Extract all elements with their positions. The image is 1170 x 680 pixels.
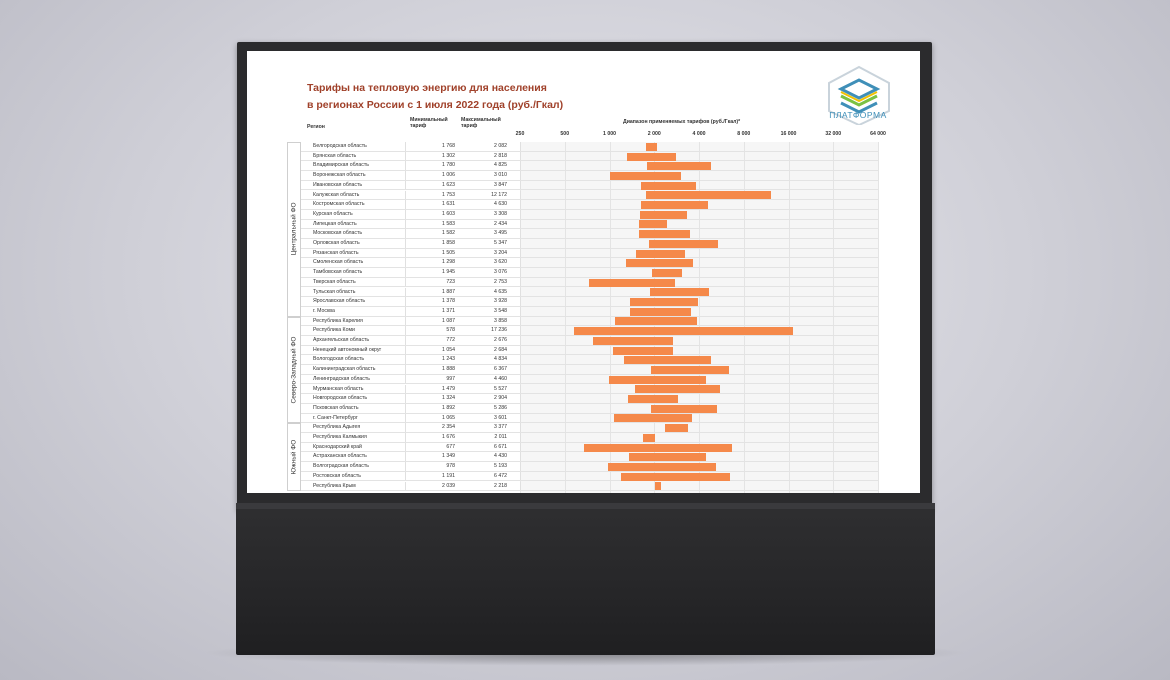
- tariff-range-bar: [627, 153, 677, 161]
- column-header-max: [461, 117, 501, 129]
- tariff-range-bar: [609, 376, 706, 384]
- max-tariff: 3 548: [494, 307, 507, 314]
- cell-divider: [520, 307, 521, 316]
- table-row: [301, 365, 878, 375]
- tariff-range-bar: [626, 259, 692, 267]
- table-row: [301, 142, 878, 152]
- chart-title-line-1: Тарифы на тепловую энергию для населения: [307, 82, 547, 94]
- region-name: Тамбовская область: [313, 269, 363, 276]
- min-tariff: 997: [446, 375, 455, 382]
- max-tariff: 2 684: [494, 346, 507, 353]
- tariff-range-bar: [635, 385, 720, 393]
- cell-divider: [520, 200, 521, 209]
- table-row: [301, 404, 878, 414]
- min-tariff: 1 603: [442, 210, 455, 217]
- cell-divider: [405, 433, 406, 442]
- max-tariff: 5 527: [494, 385, 507, 392]
- max-tariff: 2 753: [494, 278, 507, 285]
- cell-divider: [520, 297, 521, 306]
- cell-divider: [405, 365, 406, 374]
- region-name: Ивановская область: [313, 181, 363, 188]
- column-header-max-line-2: тариф: [461, 123, 478, 129]
- x-tick-label: 16 000: [780, 131, 797, 137]
- cell-divider: [405, 152, 406, 161]
- x-tick-label: 2 000: [647, 131, 661, 137]
- tariff-range-bar: [641, 201, 708, 209]
- max-tariff: 2 011: [494, 434, 507, 440]
- min-tariff: 772: [446, 337, 455, 343]
- chart-title: [307, 80, 707, 114]
- max-tariff: 3 010: [494, 172, 507, 179]
- cell-divider: [405, 423, 406, 432]
- min-tariff: 1 054: [442, 346, 455, 353]
- cell-divider: [405, 336, 406, 345]
- district-name: Южный ФО: [290, 439, 298, 475]
- min-tariff: 1 065: [442, 414, 455, 421]
- max-tariff: 6 367: [494, 366, 507, 373]
- region-name: Смоленская область: [313, 259, 364, 266]
- cell-divider: [405, 394, 406, 403]
- min-tariff: 1 945: [442, 269, 455, 276]
- cell-divider: [520, 346, 521, 355]
- x-tick-label: 1 000: [603, 131, 616, 137]
- max-tariff: 2 082: [494, 143, 507, 149]
- tariff-range-bar: [628, 395, 679, 403]
- table-row: [301, 258, 878, 268]
- min-tariff: 1 006: [442, 172, 455, 179]
- logo-text: ПЛАТФОРМА: [829, 110, 887, 120]
- min-tariff: 1 349: [442, 453, 455, 460]
- tariff-range-bar: [610, 172, 681, 180]
- poster-sheet: [247, 51, 920, 493]
- tariff-range-bar: [665, 424, 688, 432]
- min-tariff: 2 039: [442, 482, 455, 489]
- table-row: [301, 452, 878, 462]
- tariff-range-bar: [608, 463, 716, 471]
- region-name: Курская область: [313, 210, 353, 217]
- cell-divider: [405, 482, 406, 491]
- cell-divider: [405, 278, 406, 287]
- max-tariff: 3 076: [494, 269, 507, 276]
- max-tariff: 3 858: [494, 317, 507, 324]
- max-tariff: 4 430: [494, 453, 507, 460]
- max-tariff: 5 347: [494, 240, 507, 246]
- cell-divider: [520, 210, 521, 219]
- cell-divider: [405, 249, 406, 258]
- cell-divider: [405, 375, 406, 384]
- district-name: Центральный ФО: [290, 202, 298, 256]
- cell-divider: [405, 404, 406, 413]
- max-tariff: 17 236: [491, 327, 507, 334]
- cell-divider: [520, 239, 521, 248]
- max-tariff: 6 671: [494, 443, 507, 450]
- tariff-range-bar: [643, 434, 655, 442]
- min-tariff: 1 324: [442, 395, 455, 402]
- tariff-range-bar: [651, 405, 717, 413]
- cell-divider: [520, 404, 521, 413]
- table-row: [301, 317, 878, 327]
- region-name: Архангельская область: [313, 337, 370, 343]
- cell-divider: [405, 181, 406, 190]
- table-row: [301, 355, 878, 365]
- cell-divider: [520, 220, 521, 229]
- min-tariff: 1 583: [442, 220, 455, 227]
- cell-divider: [520, 385, 521, 394]
- min-tariff: 1 780: [442, 162, 455, 169]
- cell-divider: [520, 443, 521, 452]
- region-name: Ненецкий автономный округ: [313, 346, 382, 353]
- table-row: [301, 191, 878, 201]
- region-name: Мурманская область: [313, 385, 364, 392]
- table-row: [301, 229, 878, 239]
- tariff-range-bar: [650, 288, 708, 296]
- max-tariff: 3 308: [494, 210, 507, 217]
- table-row: [301, 346, 878, 356]
- min-tariff: 677: [446, 443, 455, 450]
- min-tariff: 1 768: [442, 143, 455, 149]
- min-tariff: 1 631: [442, 201, 455, 208]
- tariff-range-bar: [651, 366, 729, 374]
- tariff-range-bar: [655, 482, 660, 490]
- table-row: [301, 423, 878, 433]
- cell-divider: [520, 414, 521, 423]
- min-tariff: 2 354: [442, 424, 455, 431]
- x-tick-label: 64 000: [870, 131, 886, 137]
- min-tariff: 1 371: [442, 307, 455, 314]
- table-row: [301, 210, 878, 220]
- table-row: [301, 336, 878, 346]
- x-tick-label: 250: [515, 131, 525, 137]
- district-group-label: [287, 317, 301, 424]
- region-name: Волгоградская область: [313, 463, 369, 470]
- tariff-range-bar: [649, 240, 717, 248]
- tariff-range-bar: [615, 317, 697, 325]
- tariff-range-bar: [613, 347, 673, 355]
- min-tariff: 1 888: [442, 366, 455, 373]
- tariff-range-bar: [624, 356, 712, 364]
- x-axis-label: Диапазон применяемых тарифов (руб./Гкал)*: [623, 119, 741, 125]
- tariff-range-bar: [640, 211, 687, 219]
- tariff-range-bar: [639, 230, 690, 238]
- cell-divider: [520, 152, 521, 161]
- region-name: Тульская область: [313, 288, 356, 295]
- min-tariff: 1 378: [442, 298, 455, 305]
- cell-divider: [405, 472, 406, 481]
- cell-divider: [405, 268, 406, 277]
- table-row: [301, 152, 878, 162]
- max-tariff: 3 847: [494, 181, 507, 188]
- cell-divider: [520, 142, 521, 151]
- region-name: Калининградская область: [313, 366, 376, 373]
- cell-divider: [405, 414, 406, 423]
- min-tariff: 1 243: [442, 356, 455, 363]
- min-tariff: 1 887: [442, 288, 455, 295]
- region-name: Краснодарский край: [313, 443, 362, 450]
- max-tariff: 3 620: [494, 259, 507, 266]
- tariff-range-bar: [589, 279, 675, 287]
- tariff-range-bar: [629, 453, 706, 461]
- cell-divider: [405, 355, 406, 364]
- cell-divider: [405, 307, 406, 316]
- region-name: г. Москва: [313, 307, 335, 314]
- district-name: Северо-Западный ФО: [290, 336, 298, 404]
- max-tariff: 3 495: [494, 230, 507, 237]
- x-tick-label: 4 000: [692, 131, 706, 137]
- column-header-max-line-1: Максимальный: [461, 117, 501, 123]
- table-row: [301, 472, 878, 482]
- region-name: Липецкая область: [313, 220, 357, 227]
- cell-divider: [405, 229, 406, 238]
- region-name: Республика Карелия: [313, 317, 363, 324]
- cell-divider: [520, 355, 521, 364]
- table-row: [301, 288, 878, 298]
- region-name: Владимирская область: [313, 162, 369, 169]
- max-tariff: 12 172: [491, 191, 507, 198]
- cell-divider: [405, 142, 406, 151]
- tariff-range-bar: [641, 182, 697, 190]
- region-name: Республика Калмыкия: [313, 434, 367, 440]
- min-tariff: 1 676: [442, 434, 455, 440]
- region-name: Республика Коми: [313, 327, 355, 334]
- table-row: [301, 462, 878, 472]
- cell-divider: [520, 181, 521, 190]
- max-tariff: 4 834: [494, 356, 507, 363]
- max-tariff: 4 825: [494, 162, 507, 169]
- cell-divider: [520, 288, 521, 297]
- max-tariff: 3 928: [494, 298, 507, 305]
- min-tariff: 1 087: [442, 317, 455, 324]
- max-tariff: 4 460: [494, 375, 507, 382]
- table-row: [301, 249, 878, 259]
- tariff-range-bar: [593, 337, 673, 345]
- table-row: [301, 385, 878, 395]
- tariff-range-bar: [630, 298, 698, 306]
- cell-divider: [520, 317, 521, 326]
- tariff-range-bar: [646, 191, 771, 199]
- cell-divider: [405, 210, 406, 219]
- region-name: Ленинградская область: [313, 375, 370, 382]
- table-row: [301, 200, 878, 210]
- region-name: Рязанская область: [313, 249, 359, 256]
- region-name: Брянская область: [313, 152, 357, 159]
- max-tariff: 4 635: [494, 288, 507, 295]
- chart-title-line-2: в регионах России с 1 июля 2022 года (руб./Гкал): [307, 99, 564, 111]
- cell-divider: [405, 326, 406, 335]
- cell-divider: [520, 229, 521, 238]
- region-name: Тверская область: [313, 278, 356, 285]
- cell-divider: [520, 375, 521, 384]
- region-name: Вологодская область: [313, 356, 365, 363]
- max-tariff: 2 676: [494, 337, 507, 343]
- cell-divider: [520, 326, 521, 335]
- column-header-min-line-1: Минимальный: [410, 117, 448, 123]
- tariff-range-bar: [636, 250, 685, 258]
- region-name: Воронежская область: [313, 172, 366, 179]
- cell-divider: [405, 452, 406, 461]
- min-tariff: 1 479: [442, 385, 455, 392]
- cell-divider: [520, 472, 521, 481]
- x-tick-label: 32 000: [825, 131, 842, 137]
- max-tariff: 3 377: [494, 424, 507, 431]
- column-header-min-line-2: тариф: [410, 123, 427, 129]
- cell-divider: [405, 288, 406, 297]
- cell-divider: [520, 249, 521, 258]
- cell-divider: [520, 423, 521, 432]
- tariff-range-bar: [639, 220, 667, 228]
- region-name: Белгородская область: [313, 143, 367, 149]
- max-tariff: 5 286: [494, 404, 507, 411]
- max-tariff: 3 204: [494, 249, 507, 256]
- cell-divider: [520, 365, 521, 374]
- cell-divider: [520, 191, 521, 200]
- tariff-range-bar: [584, 444, 732, 452]
- min-tariff: 578: [446, 327, 455, 334]
- cell-divider: [405, 191, 406, 200]
- tariff-range-bar: [574, 327, 793, 335]
- tariff-range-bar: [630, 308, 691, 316]
- min-tariff: 1 191: [442, 472, 455, 479]
- region-name: Калужская область: [313, 191, 360, 198]
- x-tick-label: 8 000: [737, 131, 751, 137]
- tariff-range-bar: [621, 473, 730, 481]
- cell-divider: [405, 462, 406, 471]
- column-header-region: Регион: [307, 124, 325, 130]
- table-row: [301, 181, 878, 191]
- table-row: [301, 394, 878, 404]
- max-tariff: 2 818: [494, 152, 507, 159]
- cell-divider: [405, 200, 406, 209]
- table-row: [301, 307, 878, 317]
- cell-divider: [520, 278, 521, 287]
- cell-divider: [520, 394, 521, 403]
- cell-divider: [405, 385, 406, 394]
- region-name: Новгородская область: [313, 395, 368, 402]
- display-stand: [236, 503, 935, 655]
- table-row: [301, 433, 878, 443]
- cell-divider: [405, 297, 406, 306]
- cell-divider: [520, 433, 521, 442]
- tariff-range-bar: [646, 143, 657, 151]
- max-tariff: 2 218: [494, 482, 507, 489]
- cell-divider: [520, 171, 521, 180]
- table-row: [301, 239, 878, 249]
- cell-divider: [405, 346, 406, 355]
- tariff-table: [287, 142, 878, 493]
- cell-divider: [520, 462, 521, 471]
- table-row: [301, 375, 878, 385]
- cell-divider: [520, 161, 521, 170]
- cell-divider: [405, 239, 406, 248]
- cell-divider: [405, 161, 406, 170]
- table-row: [301, 220, 878, 230]
- min-tariff: 1 892: [442, 404, 455, 411]
- min-tariff: 1 858: [442, 240, 455, 246]
- tariff-range-bar: [652, 269, 682, 277]
- max-tariff: 5 193: [494, 463, 507, 470]
- max-tariff: 2 434: [494, 220, 507, 227]
- min-tariff: 978: [446, 463, 455, 470]
- tariff-range-bar: [647, 162, 711, 170]
- region-name: Ростовская область: [313, 472, 361, 479]
- region-name: Псковская область: [313, 404, 359, 411]
- display-stand-edge: [236, 503, 935, 509]
- max-tariff: 3 601: [494, 414, 507, 421]
- cell-divider: [520, 336, 521, 345]
- min-tariff: 1 623: [442, 181, 455, 188]
- region-name: Республика Крым: [313, 482, 356, 489]
- table-row: [301, 268, 878, 278]
- max-tariff: 6 472: [494, 472, 507, 479]
- min-tariff: 1 753: [442, 191, 455, 198]
- cell-divider: [405, 258, 406, 267]
- table-row: [301, 482, 878, 492]
- region-name: Орловская область: [313, 240, 360, 246]
- cell-divider: [520, 258, 521, 267]
- district-group-label: [287, 423, 301, 491]
- max-tariff: 4 630: [494, 201, 507, 208]
- min-tariff: 1 302: [442, 152, 455, 159]
- min-tariff: 723: [446, 278, 455, 285]
- cell-divider: [520, 268, 521, 277]
- district-group-label: [287, 142, 301, 317]
- tariff-range-bar: [614, 414, 693, 422]
- cell-divider: [520, 452, 521, 461]
- min-tariff: 1 505: [442, 249, 455, 256]
- table-row: [301, 171, 878, 181]
- region-name: Костромская область: [313, 201, 365, 208]
- grid-line: [878, 142, 879, 493]
- min-tariff: 1 582: [442, 230, 455, 237]
- cell-divider: [405, 220, 406, 229]
- region-name: Астраханская область: [313, 453, 367, 460]
- cell-divider: [405, 317, 406, 326]
- cell-divider: [405, 171, 406, 180]
- table-row: [301, 297, 878, 307]
- max-tariff: 2 904: [494, 395, 507, 402]
- x-tick-label: 500: [560, 131, 570, 137]
- column-header-min: [410, 117, 448, 129]
- region-name: Республика Адыгея: [313, 424, 361, 431]
- min-tariff: 1 298: [442, 259, 455, 266]
- cell-divider: [520, 482, 521, 491]
- region-name: Московская область: [313, 230, 363, 237]
- cell-divider: [405, 443, 406, 452]
- table-row: [301, 161, 878, 171]
- region-name: г. Санкт-Петербург: [313, 414, 358, 421]
- region-name: Ярославская область: [313, 298, 366, 305]
- table-row: [301, 414, 878, 424]
